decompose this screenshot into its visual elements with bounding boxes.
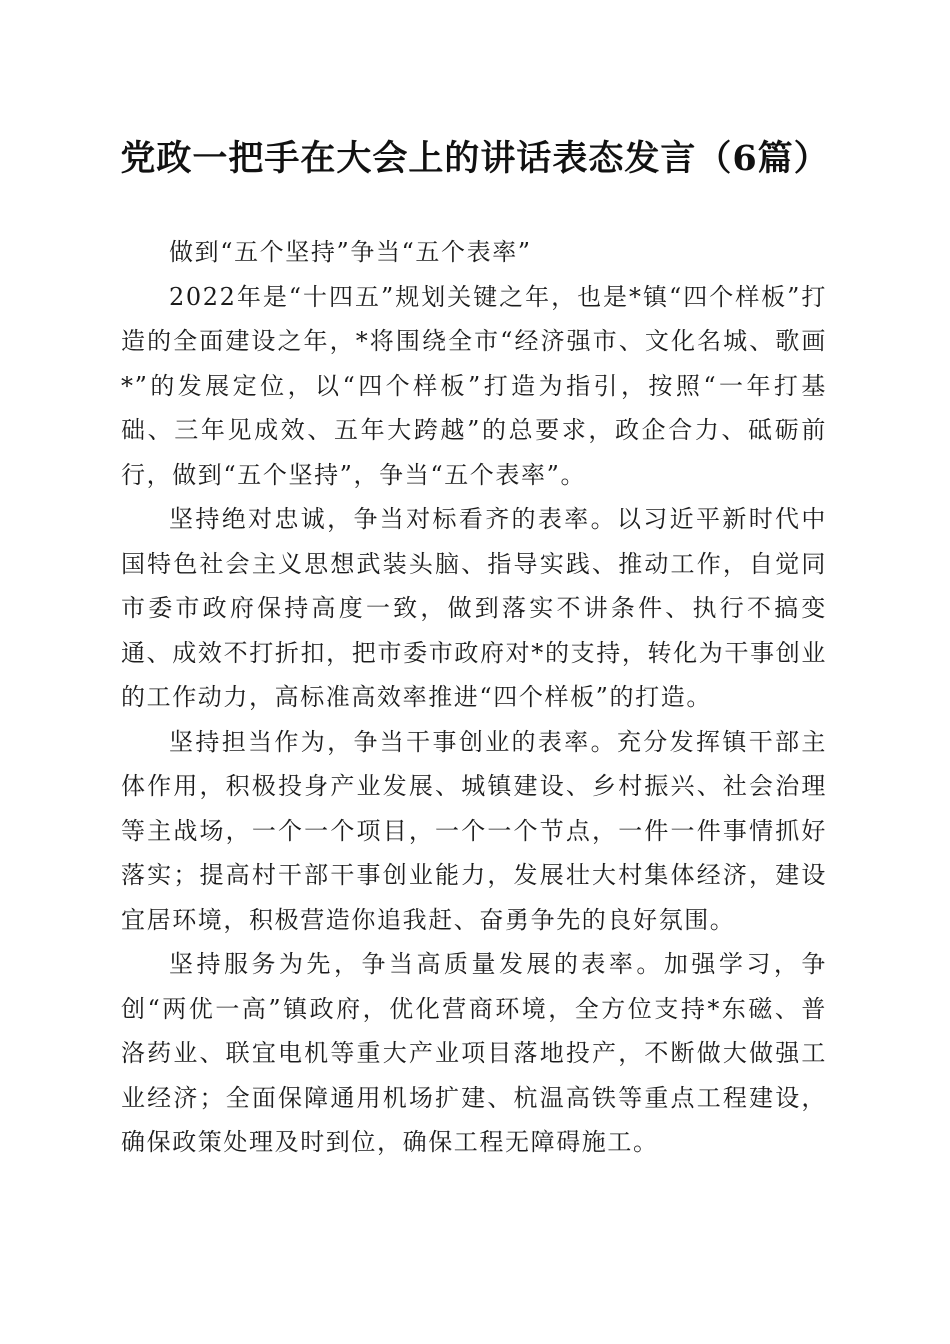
service-paragraph: 坚持服务为先，争当高质量发展的表率。加强学习，争创“两优一高”镇政府，优化营商环境，全方位支持*东磁、普洛药业、联宜电机等重大产业项目落地投产，不断做大做强工业经济；全面保障通用机场扩建、杭温高铁等重点工程建设，确保政策处理及时到位，确保工程无障碍施工。 <box>121 950 827 1156</box>
intro-paragraph: 2022年是“十四五”规划关键之年，也是*镇“四个样板”打造的全面建设之年，*将围绕全市“经济强市、文化名城、歌画*”的发展定位，以“四个样板”打造为指引，按照“一年打基础、三年见成效、五年大跨越”的总要求，政企合力、砥砺前行，做到“五个坚持”，争当“五个表率”。 <box>121 282 827 489</box>
document-body <box>121 230 827 1165</box>
document-title: 党政一把手在大会上的讲话表态发言（6篇） <box>120 138 830 179</box>
subtitle-paragraph: 做到“五个坚持”争当“五个表率” <box>169 238 532 266</box>
loyalty-paragraph: 坚持绝对忠诚，争当对标看齐的表率。以习近平新时代中国特色社会主义思想武装头脑、指导实践、推动工作，自觉同市委市政府保持高度一致，做到落实不讲条件、执行不搞变通、成效不打折扣，把市委市政府对*的支持，转化为干事创业的工作动力，高标准高效率推进“四个样板”的打造。 <box>121 505 827 711</box>
responsibility-paragraph: 坚持担当作为，争当干事创业的表率。充分发挥镇干部主体作用，积极投身产业发展、城镇建设、乡村振兴、社会治理等主战场，一个一个项目，一个一个节点，一件一件事情抓好落实；提高村干部干事创业能力，发展壮大村集体经济，建设宜居环境，积极营造你追我赶、奋勇争先的良好氛围。 <box>121 727 827 934</box>
